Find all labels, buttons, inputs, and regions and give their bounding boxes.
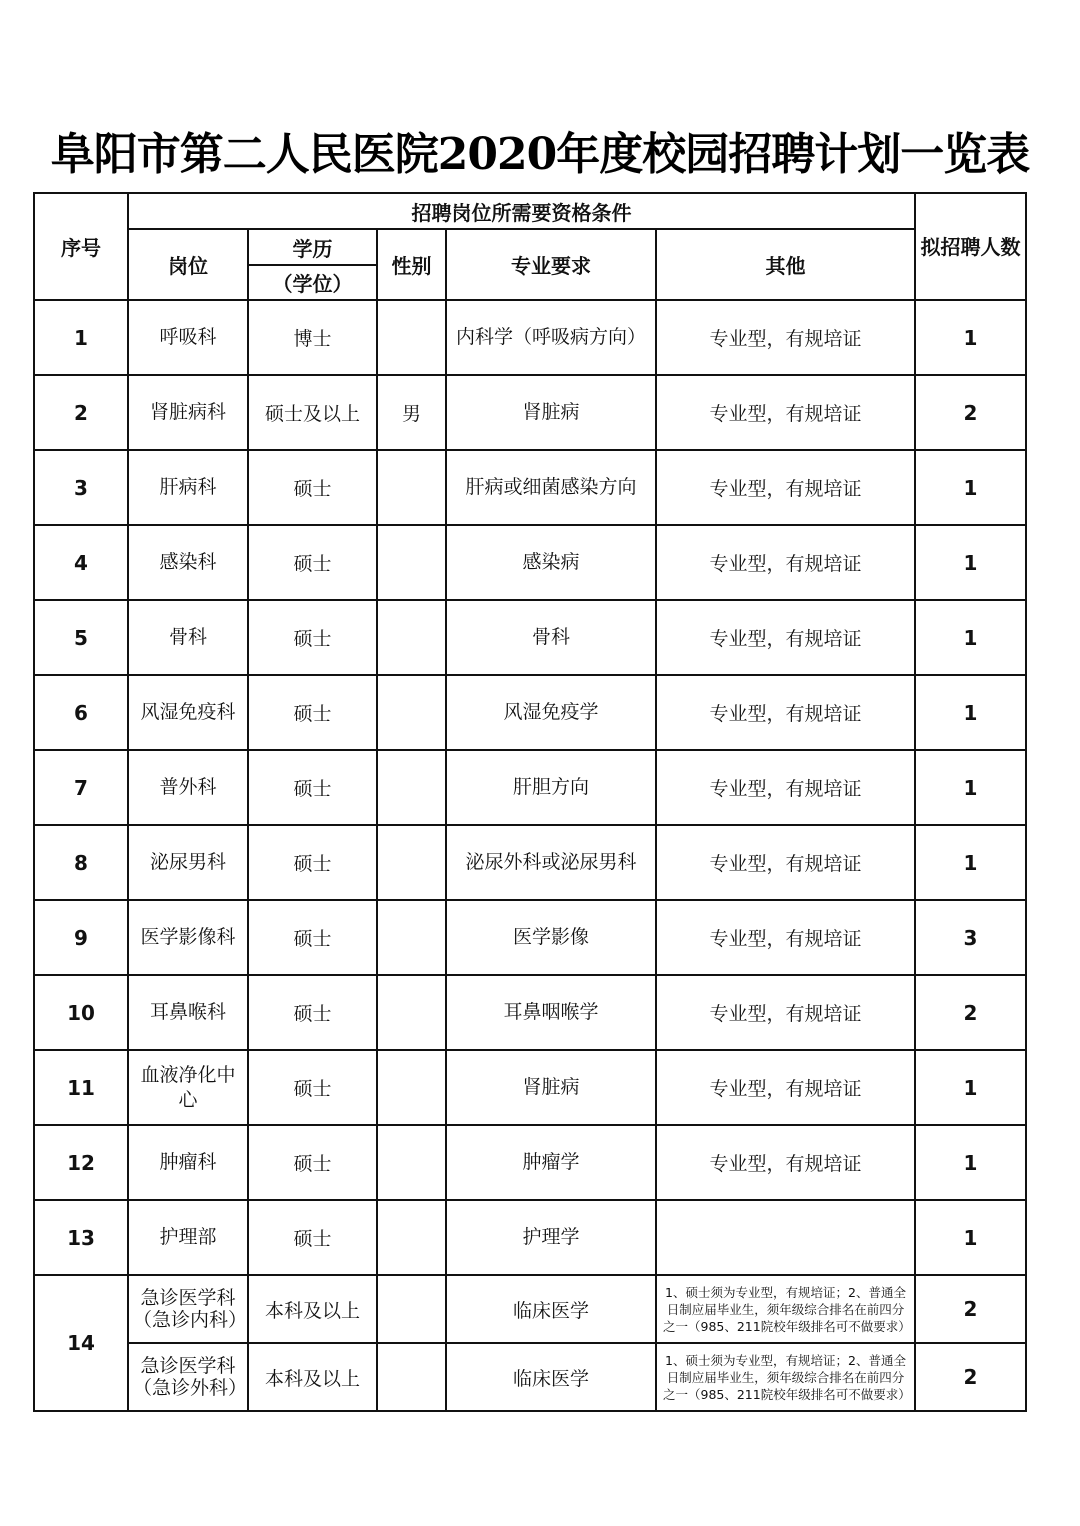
cell-count: 1 <box>915 675 1026 750</box>
cell-position: 肝病科 <box>128 450 248 525</box>
table-row <box>34 600 1026 675</box>
cell-education: 硕士 <box>248 975 377 1050</box>
cell-major: 骨科 <box>446 600 656 675</box>
table-row <box>34 525 1026 600</box>
cell-count: 1 <box>915 1050 1026 1125</box>
cell-major: 肝病或细菌感染方向 <box>446 450 656 525</box>
page-title: 阜阳市第二人民医院2020年度校园招聘计划一览表 <box>50 129 1030 180</box>
cell-major: 肾脏病 <box>446 1050 656 1125</box>
cell-other: 专业型，有规培证 <box>656 825 915 900</box>
cell-major: 内科学（呼吸病方向） <box>446 300 656 375</box>
cell-seq: 12 <box>34 1125 128 1200</box>
header-qualification-group: 招聘岗位所需要资格条件 <box>128 193 915 229</box>
header-seq: 序号 <box>34 193 128 300</box>
cell-other: 专业型，有规培证 <box>656 675 915 750</box>
cell-education: 博士 <box>248 300 377 375</box>
cell-other <box>656 1200 915 1275</box>
table-row <box>34 1343 1026 1411</box>
table-row <box>34 1050 1026 1125</box>
cell-other: 专业型，有规培证 <box>656 1125 915 1200</box>
cell-position: 肿瘤科 <box>128 1125 248 1200</box>
cell-position: 泌尿男科 <box>128 825 248 900</box>
cell-seq: 3 <box>34 450 128 525</box>
cell-other: 专业型，有规培证 <box>656 1050 915 1125</box>
cell-count: 1 <box>915 1200 1026 1275</box>
cell-gender <box>377 1343 446 1411</box>
cell-other: 专业型，有规培证 <box>656 900 915 975</box>
cell-major: 医学影像 <box>446 900 656 975</box>
cell-position: 普外科 <box>128 750 248 825</box>
cell-count: 1 <box>915 600 1026 675</box>
table-row <box>34 300 1026 375</box>
table-row <box>34 675 1026 750</box>
cell-gender <box>377 300 446 375</box>
cell-education: 硕士 <box>248 825 377 900</box>
cell-education: 硕士 <box>248 1125 377 1200</box>
table-row <box>34 825 1026 900</box>
cell-position: 风湿免疫科 <box>128 675 248 750</box>
cell-other: 1、硕士须为专业型，有规培证；2、普通全日制应届毕业生，须年级综合排名在前四分之一（985、211院校年级排名可不做要求） <box>656 1343 915 1411</box>
cell-gender <box>377 1125 446 1200</box>
cell-other: 专业型，有规培证 <box>656 450 915 525</box>
cell-count: 3 <box>915 900 1026 975</box>
cell-seq: 14 <box>34 1275 128 1411</box>
cell-major: 感染病 <box>446 525 656 600</box>
cell-seq: 5 <box>34 600 128 675</box>
cell-count: 2 <box>915 375 1026 450</box>
cell-position: 血液净化中心 <box>128 1050 248 1125</box>
cell-education: 硕士 <box>248 450 377 525</box>
table-row <box>34 1275 1026 1343</box>
table-row <box>34 375 1026 450</box>
cell-count: 2 <box>915 975 1026 1050</box>
cell-seq: 1 <box>34 300 128 375</box>
table-row <box>34 975 1026 1050</box>
header-major: 专业要求 <box>446 229 656 300</box>
recruitment-table <box>33 192 1027 1412</box>
cell-education: 硕士 <box>248 525 377 600</box>
cell-major: 临床医学 <box>446 1343 656 1411</box>
cell-gender <box>377 525 446 600</box>
cell-education: 硕士 <box>248 750 377 825</box>
cell-major: 风湿免疫学 <box>446 675 656 750</box>
cell-count: 1 <box>915 750 1026 825</box>
cell-seq: 11 <box>34 1050 128 1125</box>
cell-position: 呼吸科 <box>128 300 248 375</box>
cell-seq: 10 <box>34 975 128 1050</box>
cell-count: 1 <box>915 300 1026 375</box>
header-other: 其他 <box>656 229 915 300</box>
cell-other: 专业型，有规培证 <box>656 300 915 375</box>
cell-gender <box>377 975 446 1050</box>
cell-gender <box>377 900 446 975</box>
cell-gender <box>377 1200 446 1275</box>
table-row <box>34 900 1026 975</box>
cell-other: 专业型，有规培证 <box>656 600 915 675</box>
cell-education: 硕士 <box>248 600 377 675</box>
cell-major: 耳鼻咽喉学 <box>446 975 656 1050</box>
cell-seq: 13 <box>34 1200 128 1275</box>
cell-count: 2 <box>915 1275 1026 1343</box>
cell-other: 专业型，有规培证 <box>656 525 915 600</box>
cell-major: 泌尿外科或泌尿男科 <box>446 825 656 900</box>
cell-seq: 9 <box>34 900 128 975</box>
cell-position: 医学影像科 <box>128 900 248 975</box>
cell-seq: 7 <box>34 750 128 825</box>
header-position: 岗位 <box>128 229 248 300</box>
cell-count: 1 <box>915 825 1026 900</box>
cell-major: 肿瘤学 <box>446 1125 656 1200</box>
cell-education: 硕士 <box>248 1050 377 1125</box>
header-degree: （学位） <box>248 265 377 300</box>
cell-gender <box>377 825 446 900</box>
cell-education: 硕士 <box>248 1200 377 1275</box>
cell-position: 急诊医学科（急诊内科） <box>128 1275 248 1343</box>
cell-education: 硕士 <box>248 900 377 975</box>
cell-education: 本科及以上 <box>248 1343 377 1411</box>
cell-gender: 男 <box>377 375 446 450</box>
cell-major: 肝胆方向 <box>446 750 656 825</box>
cell-count: 1 <box>915 1125 1026 1200</box>
cell-position: 急诊医学科（急诊外科） <box>128 1343 248 1411</box>
cell-other: 专业型，有规培证 <box>656 975 915 1050</box>
cell-other: 专业型，有规培证 <box>656 750 915 825</box>
cell-position: 护理部 <box>128 1200 248 1275</box>
cell-seq: 2 <box>34 375 128 450</box>
header-education: 学历 <box>248 229 377 265</box>
cell-gender <box>377 750 446 825</box>
cell-count: 1 <box>915 450 1026 525</box>
cell-position: 肾脏病科 <box>128 375 248 450</box>
cell-education: 硕士及以上 <box>248 375 377 450</box>
cell-gender <box>377 1275 446 1343</box>
cell-seq: 6 <box>34 675 128 750</box>
cell-gender <box>377 450 446 525</box>
table-row <box>34 1125 1026 1200</box>
cell-major: 肾脏病 <box>446 375 656 450</box>
cell-education: 本科及以上 <box>248 1275 377 1343</box>
header-gender: 性别 <box>377 229 446 300</box>
cell-seq: 4 <box>34 525 128 600</box>
cell-count: 1 <box>915 525 1026 600</box>
cell-other: 1、硕士须为专业型，有规培证；2、普通全日制应届毕业生，须年级综合排名在前四分之一（985、211院校年级排名可不做要求） <box>656 1275 915 1343</box>
cell-other: 专业型，有规培证 <box>656 375 915 450</box>
cell-major: 临床医学 <box>446 1275 656 1343</box>
cell-seq: 8 <box>34 825 128 900</box>
cell-gender <box>377 1050 446 1125</box>
cell-position: 耳鼻喉科 <box>128 975 248 1050</box>
table-row <box>34 750 1026 825</box>
cell-education: 硕士 <box>248 675 377 750</box>
cell-gender <box>377 675 446 750</box>
table-row <box>34 1200 1026 1275</box>
cell-major: 护理学 <box>446 1200 656 1275</box>
cell-position: 骨科 <box>128 600 248 675</box>
cell-gender <box>377 600 446 675</box>
header-count: 拟招聘人数 <box>915 193 1026 300</box>
cell-position: 感染科 <box>128 525 248 600</box>
table-row <box>34 450 1026 525</box>
cell-count: 2 <box>915 1343 1026 1411</box>
